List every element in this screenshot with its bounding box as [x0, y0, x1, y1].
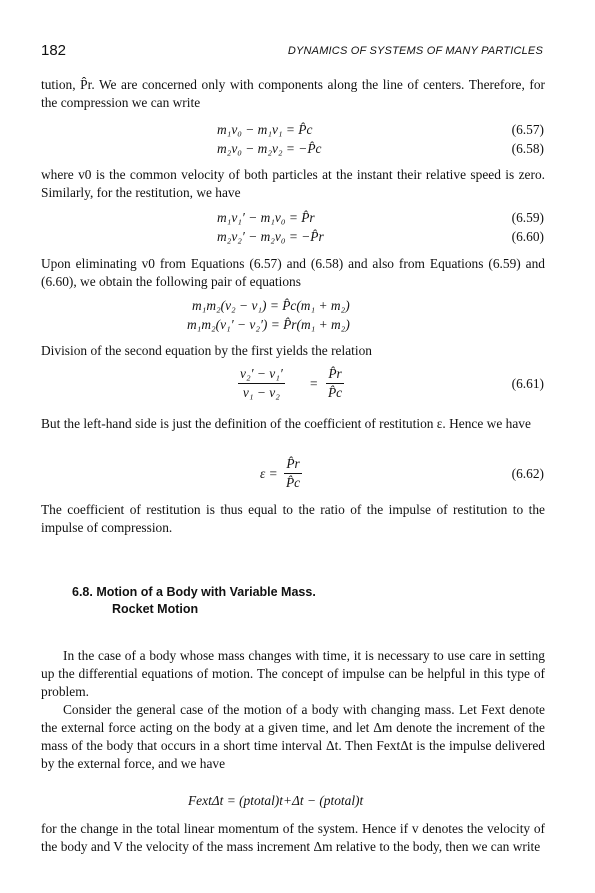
paragraph-division: Division of the second equation by the first yields the relation: [41, 343, 372, 358]
equation-6-61-lhs-fraction: [238, 366, 285, 401]
equation-6-58: m₂v₀ − m₂v₂ = −P̂c: [217, 141, 322, 156]
equation-pair-restitution: m₁m₂(v₁′ − v₂′) = P̂r(m₁ + m₂): [187, 317, 350, 332]
paragraph-coefficient-ratio: The coefficient of restitution is thus equal to the ratio of the impulse of restitution to the impulse of compression.: [41, 502, 545, 535]
section-title: 6.8. Motion of a Body with Variable Mass.: [72, 585, 316, 599]
equation-number-6-62: (6.62): [511, 466, 544, 481]
section-heading: [72, 584, 316, 618]
equation-6-59: m₁v₁′ − m₁v₀ = P̂r: [217, 210, 315, 225]
equation-momentum-change: FextΔt = (ptotal)t+Δt − (ptotal)t: [188, 793, 364, 808]
equation-6-60: m₂v₂′ − m₂v₀ = −P̂r: [217, 229, 324, 244]
fraction-denominator: v₁ − v₂: [238, 383, 285, 401]
running-header: DYNAMICS OF SYSTEMS OF MANY PARTICLES: [287, 45, 543, 57]
paragraph-restitution-intro: where v0 is the common velocity of both particles at the instant their relative speed is zero. Similarly, for the restitution, we have: [41, 167, 545, 200]
equation-6-62-lhs: ε =: [260, 466, 278, 481]
equation-number-6-59: (6.59): [511, 210, 544, 225]
paragraph-variable-mass-intro: In the case of a body whose mass changes with time, it is necessary to use care in setting up the differential equations of motion. The concept of impulse can be helpful in this type of problem.: [41, 648, 545, 699]
paragraph-velocity-definitions: for the change in the total linear momentum of the system. Hence if v denotes the velocity of the body and V the velocity of the mass increment Δm relative to the body, then we can write: [41, 821, 545, 854]
equation-pair-compression: m₁m₂(v₂ − v₁) = P̂c(m₁ + m₂): [192, 298, 350, 313]
equation-number-6-61: (6.61): [511, 376, 544, 391]
equals-sign: =: [310, 376, 318, 391]
fraction-denominator: P̂c: [286, 475, 301, 490]
equation-6-62-fraction: [284, 456, 302, 491]
page-number: 182: [41, 42, 67, 59]
paragraph-eliminating-v0: Upon eliminating v0 from Equations (6.57) and (6.58) and also from Equations (6.59) and (6.60), we obtain the following pair of equations: [41, 256, 545, 289]
fraction-numerator: P̂r: [286, 456, 300, 471]
paragraph-compression-intro: tution, P̂r. We are concerned only with components along the line of centers. Therefore, for the compression we can write: [41, 77, 545, 110]
section-subtitle: Rocket Motion: [112, 602, 199, 616]
equation-6-57: m₁v₀ − m₁v₁ = P̂c: [217, 122, 313, 137]
fraction-denominator: P̂c: [328, 385, 343, 400]
equation-number-6-58: (6.58): [511, 141, 544, 156]
fraction-numerator: v₂′ − v₁′: [240, 366, 283, 381]
equation-number-6-57: (6.57): [511, 122, 544, 137]
paragraph-general-case: Consider the general case of the motion of a body with changing mass. Let Fext denote the external force acting on the body at a given time, and let Δm denote the increment of the mass of the body that occurs in a short time interval Δt. Then FextΔt is the impulse delivered by the external force, and we have: [41, 702, 545, 771]
paragraph-coefficient-definition: But the left-hand side is just the definition of the coefficient of restitution ε. Hence we have: [41, 416, 531, 431]
fraction-numerator: P̂r: [328, 366, 342, 381]
equation-number-6-60: (6.60): [511, 229, 544, 244]
equation-6-61-rhs-fraction: [326, 366, 344, 401]
